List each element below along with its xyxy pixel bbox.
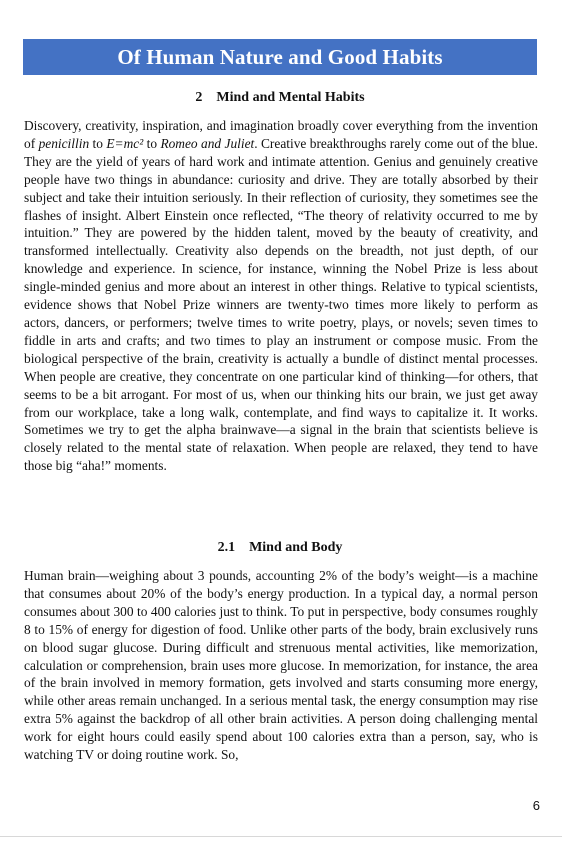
paragraph-text: Discovery, creativity, inspiration, and imagination broadly cover everything from the invention of <box>24 118 538 151</box>
italic-formula: E=mc² <box>106 135 144 151</box>
subsection-title: Mind and Body <box>249 540 343 555</box>
page-bottom-divider <box>0 836 562 837</box>
section-heading <box>23 90 537 106</box>
page-number: 6 <box>532 798 540 813</box>
subsection-heading <box>23 540 537 556</box>
section-number: 2 <box>195 90 203 105</box>
paragraph-text: to <box>89 135 107 151</box>
italic-term: Romeo and Juliet <box>160 135 255 151</box>
paragraph-text: to <box>143 135 161 151</box>
document-title: Of Human Nature and Good Habits <box>117 44 443 69</box>
subsection-number: 2.1 <box>217 540 236 555</box>
subsection-paragraph: Human brain—weighing about 3 pounds, accounting 2% of the body’s weight—is a machine that consumes about 20% of the body’s energy production. In a typical day, a normal person consumes about 300 to 400 calories just to think. To put in perspective, body consumes roughly 8 to 15% of energy for digestion of food. Unlike other parts of the body, brain exclusively runs on blood sugar glucose. During difficult and strenuous mental activities, like memorization, calculation or comprehension, brain uses more glucose. In memorization, for instance, the area of the brain involved in memory formation, gets involved and starts consuming more energy, while other areas remain unchanged. In a serious mental task, the energy consumption may rise extra 5% against the backdrop of all other brain activities. A person doing challenging mental work for eight hours could easily spend about 100 calories extra than a person, say, who is watching TV or doing routine work. So, <box>24 568 538 763</box>
section-paragraph <box>24 117 538 475</box>
paragraph-text: . Creative breakthroughs rarely come out of the blue. They are the yield of years of hard work and intimate attention. Genius and genuinely creative people have two things in abundance: curiosity and drive. They are totally absorbed by their subject and take their intuition seriously. In their reflection of curiosity, they sometimes see the flashes of insight. Albert Einstein once reflected, “The theory of relativity occurred to me by intuition.” They are powered by the hidden talent, moved by the beauty of creativity, and transformed intellectually. Creativity also depends on the breadth, not just depth, of our knowledge and experience. In science, for instance, winning the Nobel Prize is less about single-minded genius and more about an interest in other things. Relative to typical scientists, evidence shows that Nobel Prize winners are twenty-two times more likely to perform as actors, dancers, or performers; twelve times to write poetry, plays, or novels; seven times to fiddle in arts and crafts; and two times to play an instrument or compose music. From the biological perspective of the brain, creativity is actually a bundle of distinct mental processes. When people are creative, they concentrate on one particular kind of thinking—for others, that seems to be a bit arrogant. For most of us, when our thinking hits our brain, we just get away from our workplace, take a long walk, contemplate, and find ways to capitalize it. It works. Sometimes we try to get the alpha brainwave—a signal in the brain that scientists believe is closely related to the mental state of relaxation. When people are relaxed, they tend to have those big “aha!” moments. <box>24 135 538 474</box>
section-title: Mind and Mental Habits <box>216 90 365 105</box>
title-banner <box>23 39 537 75</box>
italic-term: penicillin <box>38 135 90 151</box>
